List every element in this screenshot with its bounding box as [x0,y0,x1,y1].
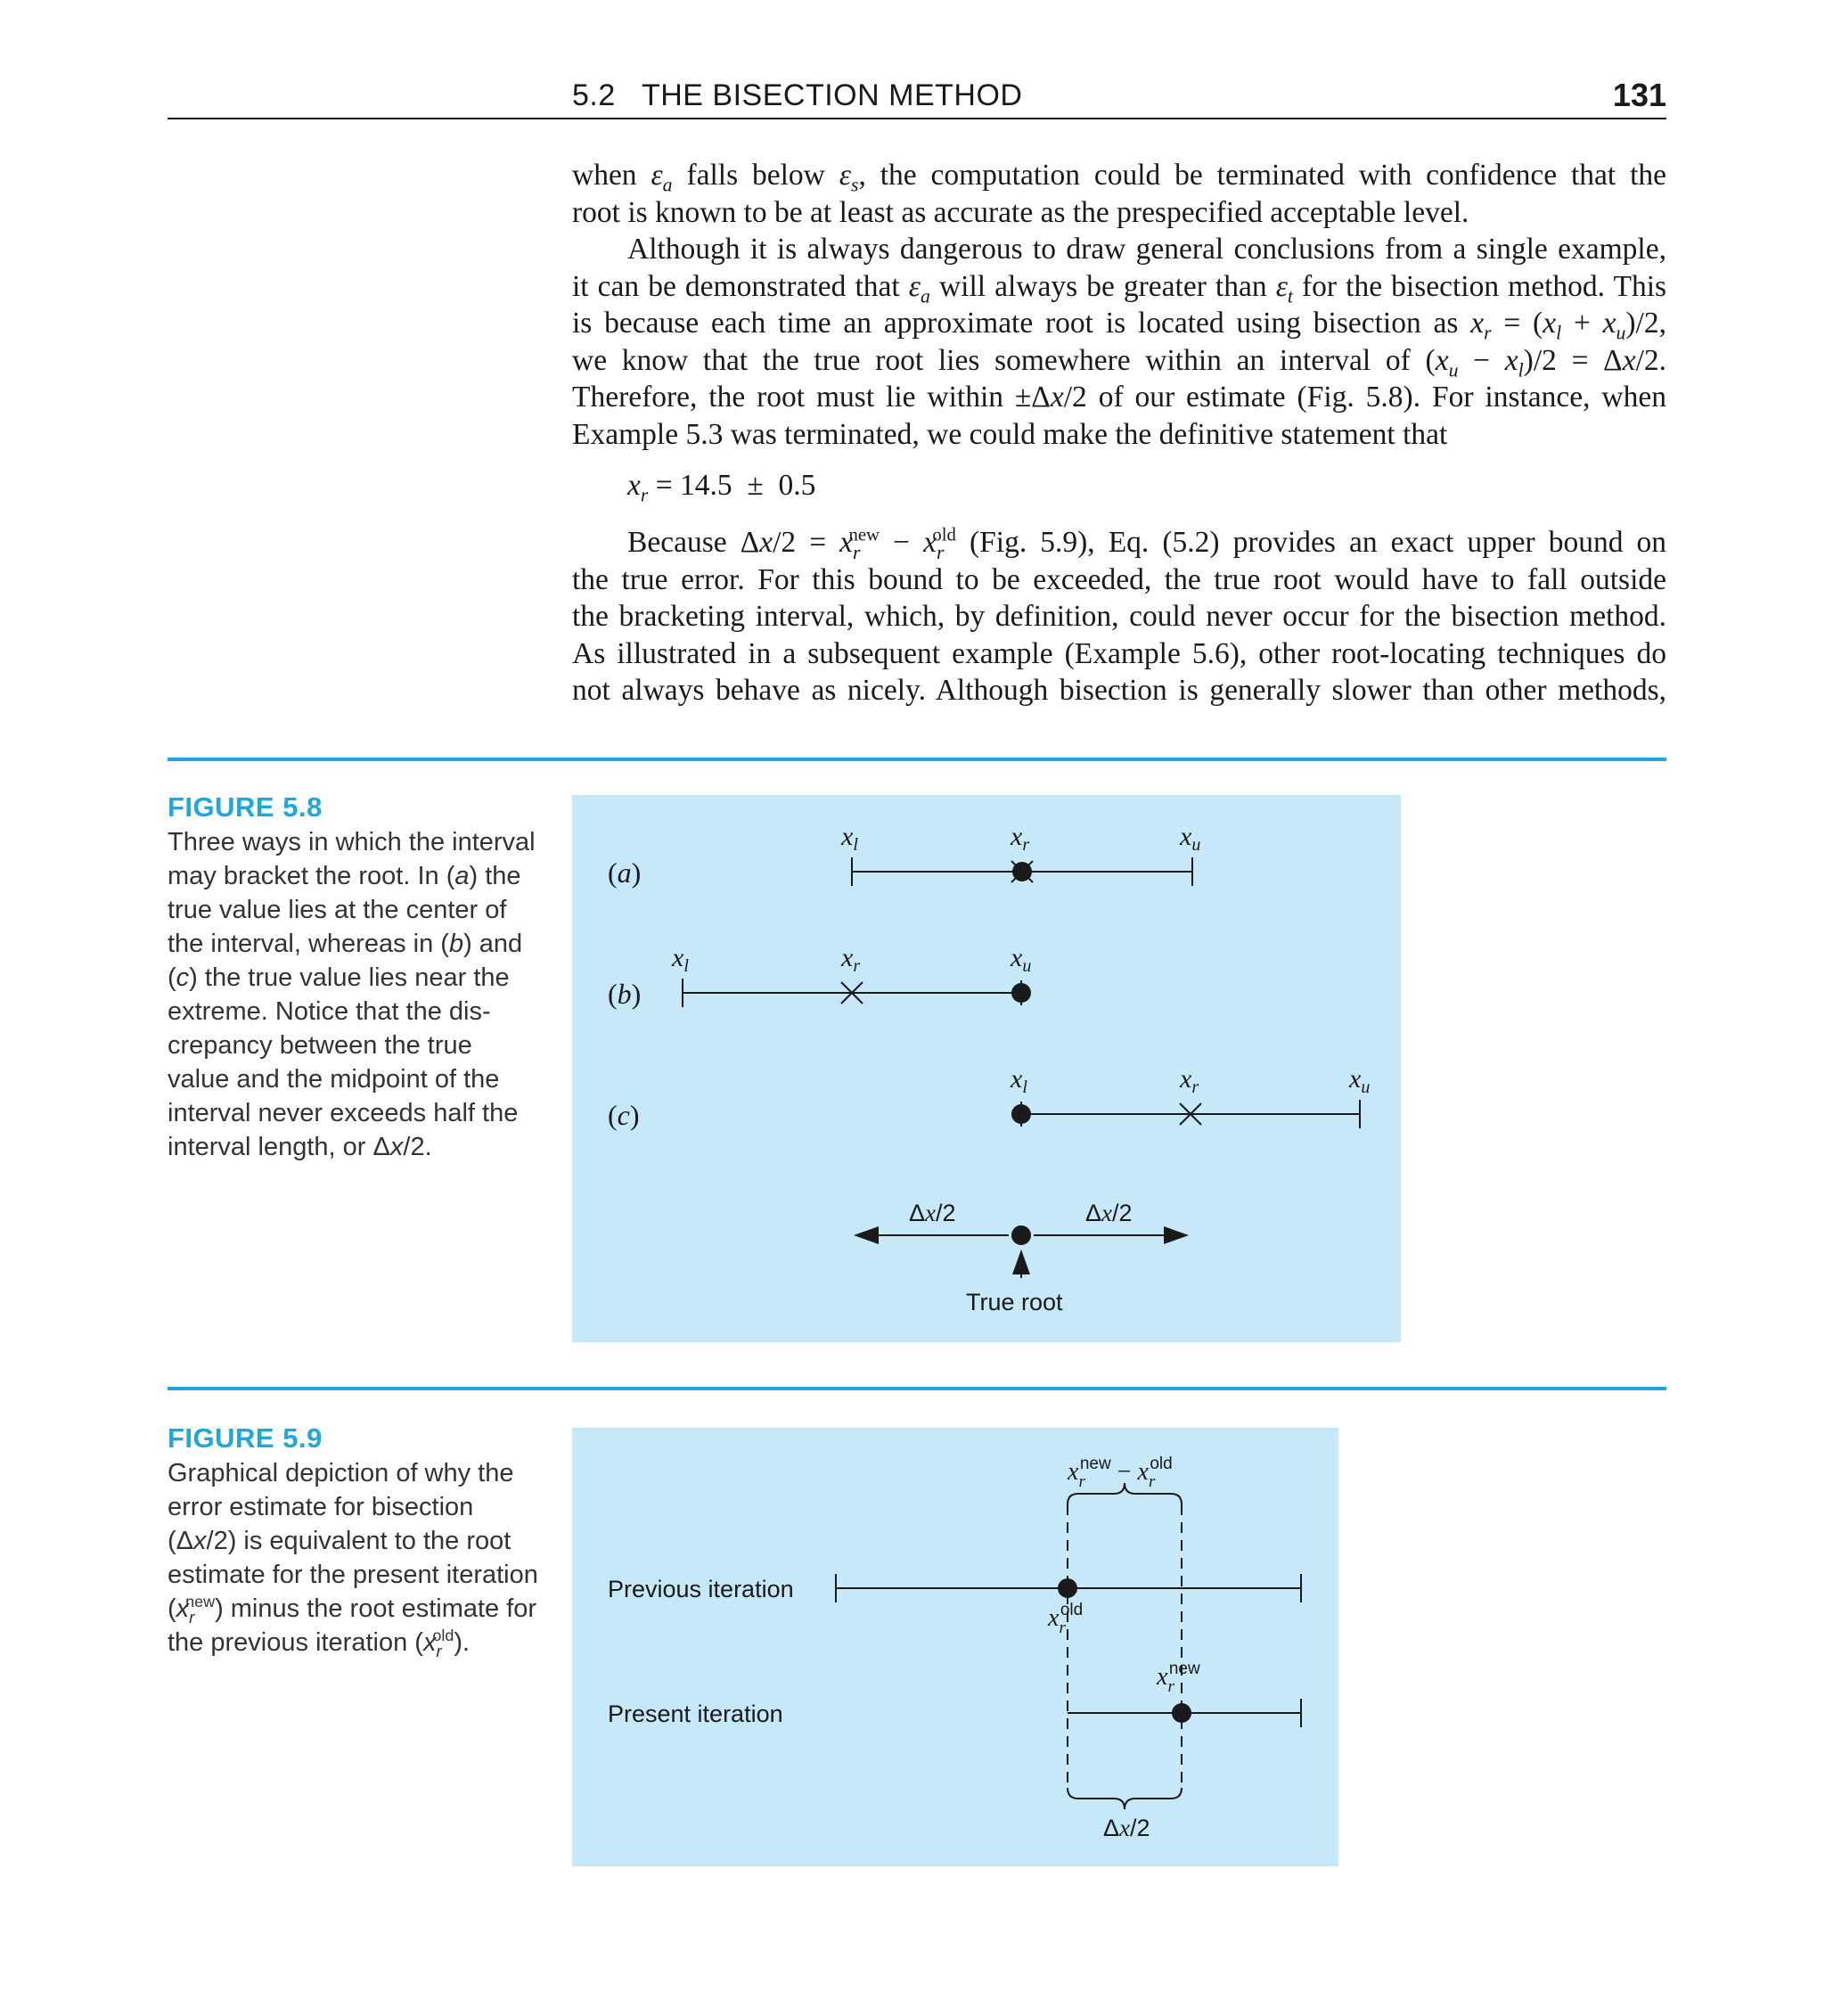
true-root-label: True root [966,1289,1063,1315]
new-estimate-label: $x_rnew$ [1157,1660,1200,1696]
figure-5-9-label: FIGURE 5.9 [168,1422,323,1454]
row-label-c: (c) [608,1099,640,1131]
equation-xr: $x_r = 14.5 \pm 0.5$ [627,469,816,506]
label-xl-b: $x_l$ [672,943,689,976]
label-xl-c: $x_l$ [1011,1064,1027,1097]
paragraph-3: Because $\Delta x/2 = x_r^{new} - x_r^{old}$ (Fig. 5.9), Eq. (5.2) provides an exact upper bound on the true error. For this bound to be exceeded, the true root would have to fall outside the bracketing interval, which, by definition, could never occur for the bisection method. As illustrated in a subsequent example (Example 5.6), other root-locating techniques do not always behave as nicely. Although bisection is generally slower than other methods, [572,524,1667,707]
old-estimate-label: $x_rold$ [1048,1601,1084,1637]
new-estimate-dot [1172,1703,1191,1723]
half-interval-label-right: Δx/2 [1085,1200,1133,1226]
label-xu-a: $x_u$ [1180,822,1201,855]
true-root-dot [1011,1225,1031,1245]
true-root-dot-b [1011,983,1031,1003]
label-xu-c: $x_u$ [1349,1064,1371,1097]
row-label-a: (a) [608,856,642,889]
label-xr-a: $x_r$ [1011,822,1030,855]
half-interval-label-left: Δx/2 [909,1200,956,1226]
paragraph-2: Although it is always dangerous to draw general conclusions from a single example, it can be demonstrated that $\varepsilon_a$ will always be greater than $\varepsilon_t$ for the bisection method. This is because each time an approximate root is located using bisection as $x_r = (x_l + x_u)/2$, we know that the true root lies somewhere within an interval of $(x_u - x_l)/2 = \Delta x/2$. Therefore, the root must lie within ±Δx/2 of our estimate (Fig. 5.8). For instance, when Example 5.3 was terminated, we could make the definitive statement that [572,233,1667,451]
label-xu-b: $x_u$ [1011,943,1032,976]
figure-5-9-rule [168,1387,1666,1390]
figure-5-8-diagram [572,795,1401,1342]
paragraph-1: when $\varepsilon_a$ falls below $\varepsilon_s$, the computation could be terminated with confidence that the root is known to be at least as accurate as the prespecified acceptable level. [572,159,1667,229]
figure-5-8-label: FIGURE 5.8 [168,791,323,823]
bottom-brace [1068,1788,1182,1809]
half-interval-label: Δx/2 [1103,1815,1150,1841]
figure-5-9-caption: Graphical depiction of why the error estimate for bisection (Δx/2) is equivalent to the root estimate for the present iteration $(x_r^{new})$ minus the root estimate for the previous iteration $(x_r^{old})$. [168,1459,538,1660]
figure-5-8-caption: Three ways in which the interval may bracket the root. In (a) the true value lies at the center of the interval, whereas in (b) and (c) the true value lies near the extreme. Notice that the dis- crepancy between the true value and the midpoint of the interval never exceeds half the interval length, or Δx/2. [168,828,536,1161]
previous-iteration-label: Previous iteration [608,1576,794,1602]
true-root-dot-c [1011,1104,1031,1124]
label-xr-c: $x_r$ [1180,1064,1199,1097]
running-header-title: 5.2 THE BISECTION METHOD [572,78,1023,112]
figure-5-8-rule [168,758,1666,761]
row-label-b: (b) [608,978,642,1010]
page-number: 131 [1612,77,1666,113]
figure-5-9 [572,1428,1338,1866]
header-rule [168,118,1666,119]
label-xr-b: $x_r$ [841,943,861,976]
true-root-dot-a [1012,862,1032,881]
figure-5-9-diagram [572,1428,1338,1866]
old-estimate-dot [1058,1578,1077,1598]
figure-5-8 [572,795,1401,1342]
label-xl-a: $x_l$ [841,822,858,855]
present-iteration-label: Present iteration [608,1700,783,1727]
difference-label: $x_rnew - x_rold$ [1068,1455,1173,1491]
